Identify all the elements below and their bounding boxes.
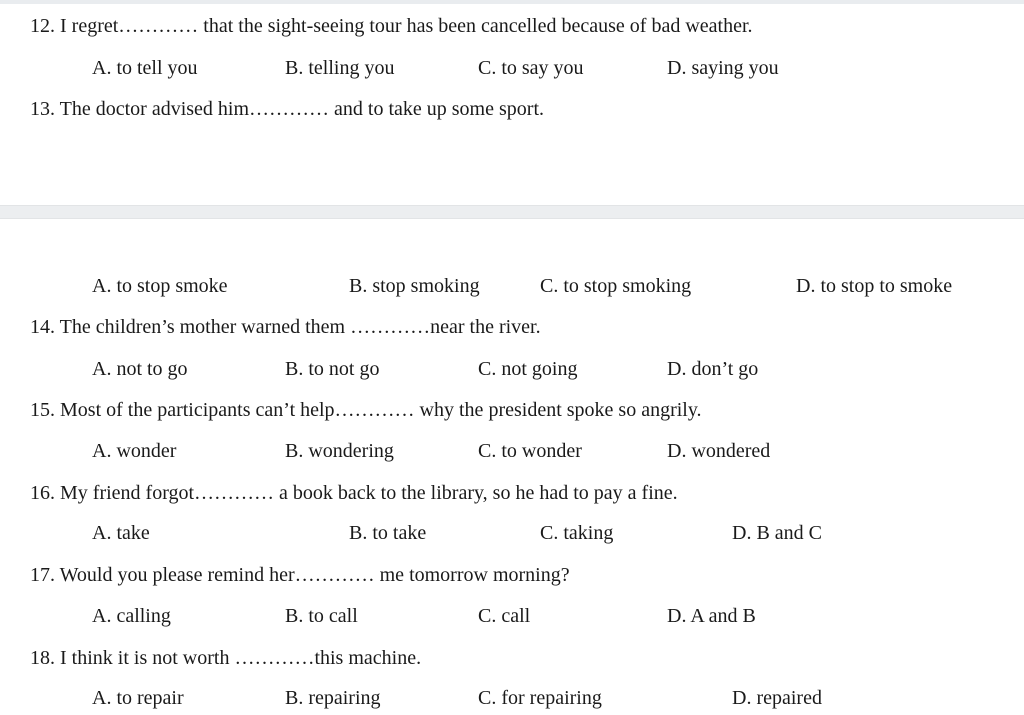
q17-option-a: A. calling <box>92 605 171 627</box>
q13-option-c: C. to stop smoking <box>540 275 692 297</box>
question-16-stem: 16. My friend forgot………… a book back to the library, so he had to pay a fine. <box>30 482 678 504</box>
q14-option-b: B. to not go <box>285 358 380 380</box>
q14-option-d: D. don’t go <box>667 358 759 380</box>
q17-option-d: D. A and B <box>667 605 756 627</box>
q17-option-b: B. to call <box>285 605 358 627</box>
q16-option-a: A. take <box>92 522 150 544</box>
question-17-stem: 17. Would you please remind her………… me tomorrow morning? <box>30 564 570 586</box>
q15-option-b: B. wondering <box>285 440 394 462</box>
section-divider <box>0 205 1024 219</box>
q18-option-c: C. for repairing <box>478 687 602 709</box>
q13-option-a: A. to stop smoke <box>92 275 228 297</box>
q12-option-d: D. saying you <box>667 57 779 79</box>
top-border <box>0 0 1024 4</box>
q16-option-b: B. to take <box>349 522 427 544</box>
q13-option-b: B. stop smoking <box>349 275 480 297</box>
q12-option-c: C. to say you <box>478 57 584 79</box>
q13-option-d: D. to stop to smoke <box>796 275 953 297</box>
question-18-stem: 18. I think it is not worth …………this machine. <box>30 647 422 669</box>
q12-option-a: A. to tell you <box>92 57 198 79</box>
q14-option-a: A. not to go <box>92 358 188 380</box>
q12-option-b: B. telling you <box>285 57 395 79</box>
question-14-stem: 14. The children’s mother warned them …………near the river. <box>30 316 541 338</box>
question-15-stem: 15. Most of the participants can’t help………… why the president spoke so angrily. <box>30 399 702 421</box>
q17-option-c: C. call <box>478 605 531 627</box>
q16-option-c: C. taking <box>540 522 614 544</box>
q18-option-a: A. to repair <box>92 687 184 709</box>
q15-option-d: D. wondered <box>667 440 771 462</box>
question-13-stem: 13. The doctor advised him………… and to take up some sport. <box>30 98 544 120</box>
q14-option-c: C. not going <box>478 358 578 380</box>
q15-option-a: A. wonder <box>92 440 177 462</box>
question-12-stem: 12. I regret………… that the sight-seeing tour has been cancelled because of bad weather. <box>30 15 753 37</box>
q18-option-d: D. repaired <box>732 687 822 709</box>
q16-option-d: D. B and C <box>732 522 822 544</box>
q18-option-b: B. repairing <box>285 687 381 709</box>
q15-option-c: C. to wonder <box>478 440 582 462</box>
